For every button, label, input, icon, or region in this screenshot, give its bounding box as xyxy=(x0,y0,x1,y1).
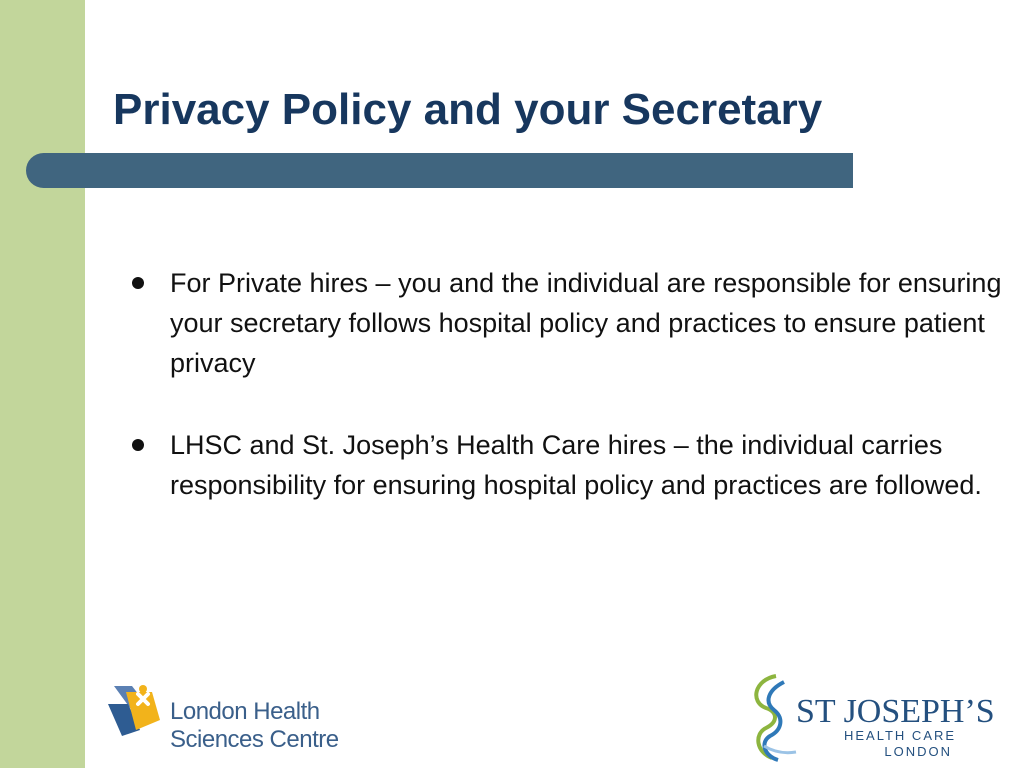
sjhc-logo xyxy=(748,672,995,764)
sjhc-logo-icon xyxy=(748,672,800,764)
title-underline-bar xyxy=(26,153,853,188)
slide-title: Privacy Policy and your Secretary xyxy=(113,85,823,134)
bullet-dot-icon xyxy=(132,277,144,289)
sjhc-logo-name: ST JOSEPH’S xyxy=(796,693,995,730)
lhsc-logo-line: London Health xyxy=(170,698,320,725)
left-accent-bar xyxy=(0,0,85,768)
lhsc-logo-line: Sciences Centre xyxy=(170,726,339,753)
lhsc-logo-text xyxy=(170,698,339,754)
bullet-item xyxy=(128,263,1008,383)
bullet-text: LHSC and St. Joseph’s Health Care hires – the individual carries responsibility for ensuring hospital policy and practices are followed. xyxy=(170,430,982,500)
sjhc-logo-subtitle xyxy=(844,728,957,760)
lhsc-logo xyxy=(106,680,346,760)
sjhc-logo-line: HEALTH CARE xyxy=(844,728,957,743)
bullet-dot-icon xyxy=(132,439,144,451)
bullet-list xyxy=(128,263,1008,547)
bullet-text: For Private hires – you and the individual are responsible for ensuring your secretary follows hospital policy and practices to ensure patient privacy xyxy=(170,268,1002,378)
bullet-item xyxy=(128,425,1008,505)
lhsc-logo-icon xyxy=(106,682,162,738)
sjhc-logo-line: LONDON xyxy=(884,744,952,759)
